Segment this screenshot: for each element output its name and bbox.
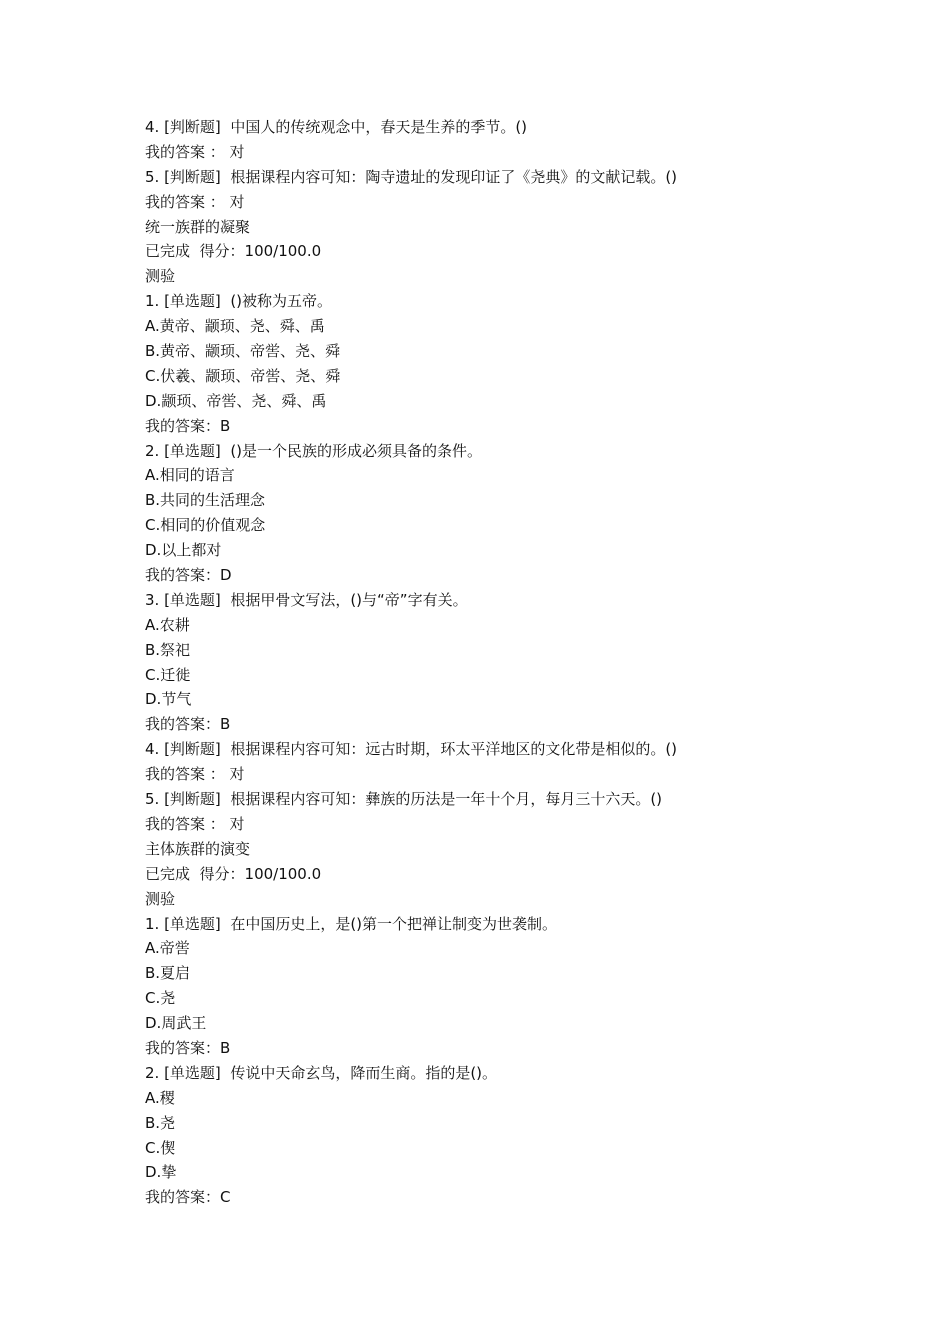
text-line: C.偰 xyxy=(145,1138,176,1157)
text-line: D.节气 xyxy=(145,690,192,709)
text-line: 5. [判断题] 根据课程内容可知：彝族的历法是一年十个月，每月三十六天。() xyxy=(145,790,663,809)
text-line: B.祭祀 xyxy=(145,640,191,659)
text-line: B.黄帝、颛顼、帝喾、尧、舜 xyxy=(145,342,341,361)
text-line: C.相同的价值观念 xyxy=(145,516,266,535)
text-line: 我的答案 ： 对 xyxy=(145,814,245,833)
text-line: 我的答案：B xyxy=(145,416,231,435)
text-line: 4. [判断题] 中国人的传统观念中，春天是生养的季节。() xyxy=(145,118,528,136)
text-line: A.稷 xyxy=(145,1088,175,1107)
text-line: 5. [判断题] 根据课程内容可知：陶寺遗址的发现印证了《尧典》的文献记载。() xyxy=(145,167,678,186)
text-line: C.伏羲、颛顼、帝喾、尧、舜 xyxy=(145,366,341,385)
text-line: 统一族群的凝聚 xyxy=(145,217,251,236)
text-line: B.夏启 xyxy=(145,964,191,983)
text-line: 4. [判断题] 根据课程内容可知：远古时期，环太平洋地区的文化带是相似的。() xyxy=(145,740,678,759)
text-line: C.迁徙 xyxy=(145,665,191,684)
text-line: 主体族群的演变 xyxy=(145,839,251,858)
text-line: 3. [单选题] 根据甲骨文写法，()与“帝”字有关。 xyxy=(145,590,468,609)
text-line: 1. [单选题] ()被称为五帝。 xyxy=(145,292,333,311)
text-line: 我的答案 ： 对 xyxy=(145,142,245,161)
text-line: B.共同的生活理念 xyxy=(145,491,266,510)
text-line: D.以上都对 xyxy=(145,541,222,560)
text-line: 2. [单选题] ()是一个民族的形成必须具备的条件。 xyxy=(145,441,483,460)
text-line: A.黄帝、颛顼、尧、舜、禹 xyxy=(145,317,325,336)
text-line: 我的答案：C xyxy=(145,1188,231,1207)
text-line: A.农耕 xyxy=(145,615,190,634)
text-line: 我的答案：D xyxy=(145,566,232,585)
document-body xyxy=(145,115,845,1210)
text-line: 已完成 得分：100/100.0 xyxy=(145,242,322,261)
text-line: D.挚 xyxy=(145,1163,177,1182)
text-line: 测验 xyxy=(145,889,176,908)
text-line: B.尧 xyxy=(145,1113,176,1132)
text-line: C.尧 xyxy=(145,989,176,1008)
text-line: 已完成 得分：100/100.0 xyxy=(145,864,322,883)
text-line: 测验 xyxy=(145,267,176,286)
text-line: 2. [单选题] 传说中天命玄鸟，降而生商。指的是()。 xyxy=(145,1063,498,1082)
text-line: 我的答案：B xyxy=(145,1038,231,1057)
text-line: 我的答案 ： 对 xyxy=(145,765,245,784)
text-line: D.颛顼、帝喾、尧、舜、禹 xyxy=(145,391,327,410)
text-line: A.帝喾 xyxy=(145,939,190,958)
text-line: A.相同的语言 xyxy=(145,466,235,485)
text-line: 1. [单选题] 在中国历史上，是()第一个把禅让制变为世袭制。 xyxy=(145,914,558,933)
text-line: 我的答案 ： 对 xyxy=(145,192,245,211)
text-line: D.周武王 xyxy=(145,1014,207,1033)
text-line: 我的答案：B xyxy=(145,715,231,734)
